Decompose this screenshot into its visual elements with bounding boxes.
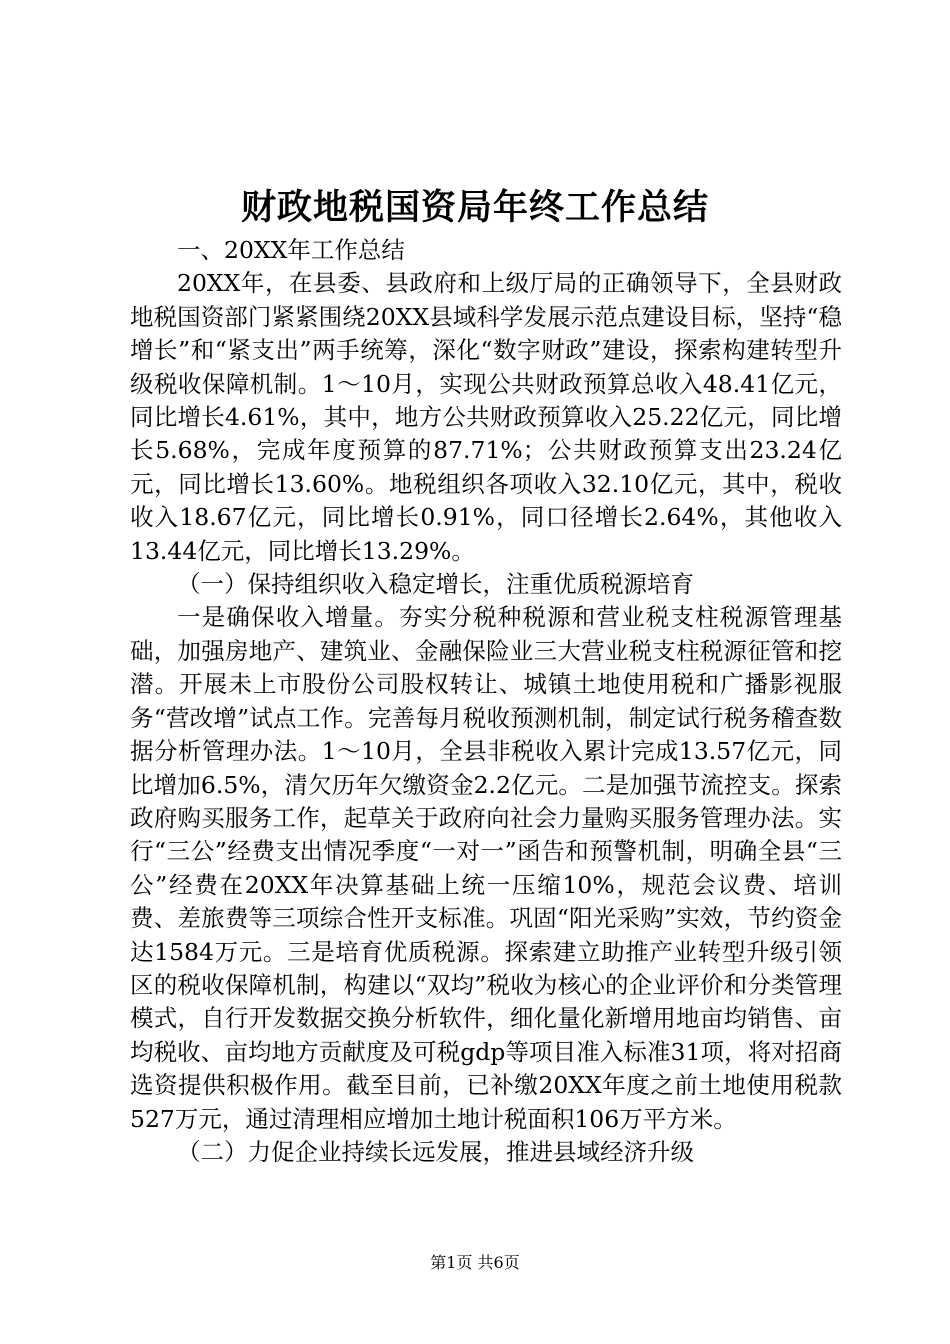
subsection-heading: （一）保持组织收入稳定增长，注重优质税源培育 (177, 570, 694, 599)
subsection-heading: （二）力促企业持续长远发展，推进县域经济升级 (177, 1137, 694, 1166)
body-paragraph: 一是确保收入增量。夯实分税种税源和营业税支柱税源管理基础，加强房地产、建筑业、金融保险业三大营业税支柱税源征管和挖潜。开展未上市股份公司股权转让、城镇土地使用税和广播影视服务“营改增”试点工作。完善每月税收预测机制，制定试行税务稽查数据分析管理办法。1～10月，全县非税收入累计完成13.57亿元，同比增加6.5%，清欠历年欠缴资金2.2亿元。二是加强节流控支。探索政府购买服务工作，起草关于政府向社会力量购买服务管理办法。实行“三公”经费支出情况季度“一对一”函告和预警机制，明确全县“三公”经费在20XX年决算基础上统一压缩10%，规范会议费、培训费、差旅费等三项综合性开支标准。巩固“阳光采购”实效，节约资金达1584万元。三是培育优质税源。探索建立助推产业转型升级引领区的税收保障机制，构建以“双均”税收为核心的企业评价和分类管理模式，自行开发数据交换分析软件，细化量化新增用地亩均销售、亩均税收、亩均地方贡献度及可税gdp等项目准入标准31项，将对招商选资提供积极作用。截至目前，已补缴20XX年度之前土地使用税款527万元，通过清理相应增加土地计税面积106万平方米。 (130, 603, 842, 1133)
section-heading: 一、20XX年工作总结 (177, 236, 405, 264)
body-paragraph: 20XX年，在县委、县政府和上级厅局的正确领导下，全县财政地税国资部门紧紧围绕20XX县域科学发展示范点建设目标，坚持“稳增长”和“紧支出”两手统筹，深化“数字财政”建设，探索构建转型升级税收保障机制。1～10月，实现公共财政预算总收入48.41亿元，同比增长4.61%，其中，地方公共财政预算收入25.22亿元，同比增长5.68%，完成年度预算的87.71%；公共财政预算支出23.24亿元，同比增长13.60%。地税组织各项收入32.10亿元，其中，税收收入18.67亿元，同比增长0.91%，同口径增长2.64%，其他收入13.44亿元，同比增长13.29%。 (130, 269, 842, 565)
page-footer: 第1页 共6页 (430, 1253, 520, 1272)
document-body (130, 234, 842, 1169)
document-title: 财政地税国资局年终工作总结 (240, 187, 709, 228)
